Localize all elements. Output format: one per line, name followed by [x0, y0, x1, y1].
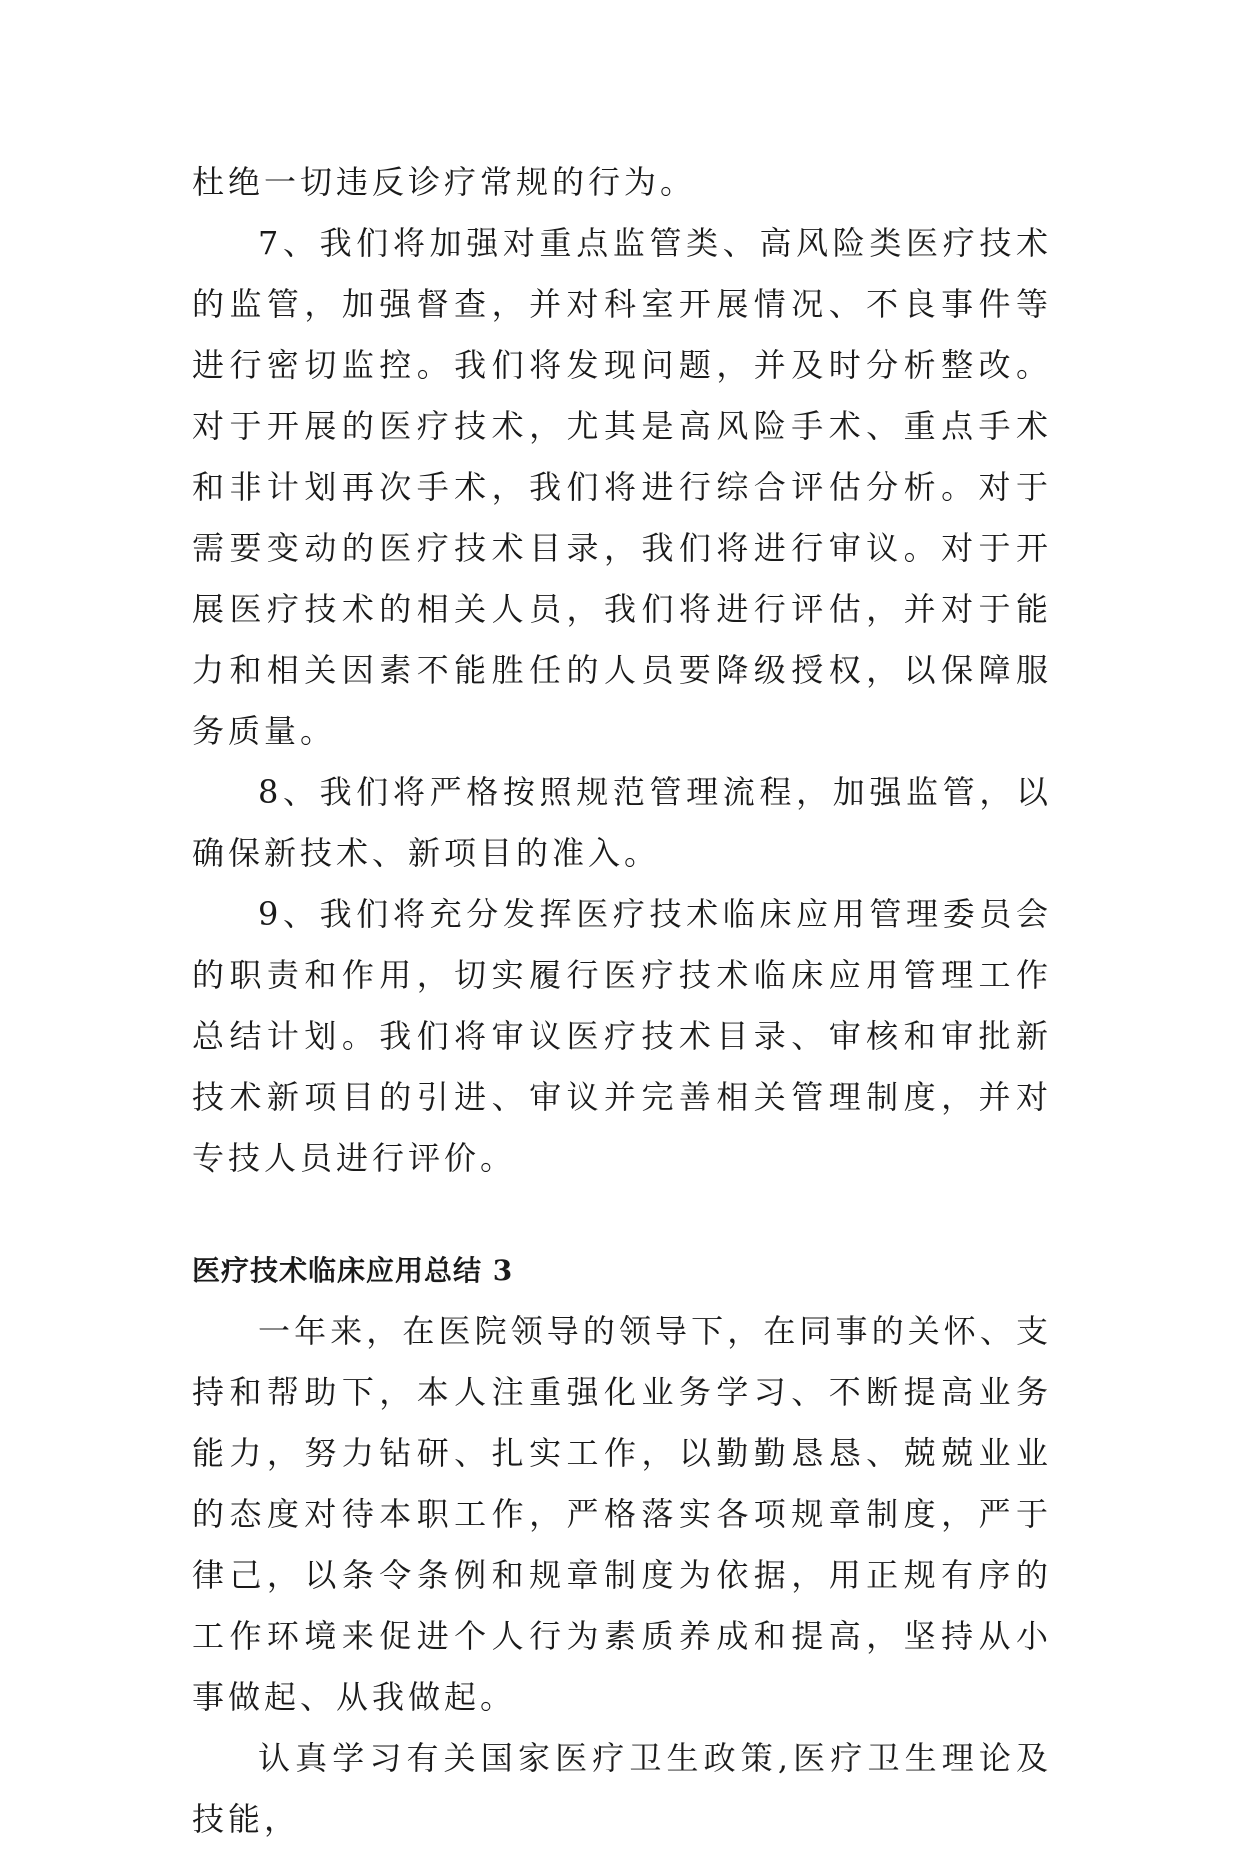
- section-paragraph-1: 一年来，在医院领导的领导下，在同事的关怀、支持和帮助下，本人注重强化业务学习、不断提高业务能力，努力钻研、扎实工作，以勤勤恳恳、兢兢业业的态度对待本职工作，严格落实各项规章制度，严于律己，以条令条例和规章制度为依据，用正规有序的工作环境来促进个人行为素质养成和提高，坚持从小事做起、从我做起。: [192, 1312, 1052, 1716]
- section-title: 医疗技术临床应用总结 3: [192, 1254, 514, 1287]
- document-body: [192, 152, 1052, 1850]
- paragraph-item-8: 8、我们将严格按照规范管理流程，加强监管，以确保新技术、新项目的准入。: [192, 773, 1052, 872]
- paragraph-item-7: 7、我们将加强对重点监管类、高风险类医疗技术的监管，加强督查，并对科室开展情况、不良事件等进行密切监控。我们将发现问题，并及时分析整改。对于开展的医疗技术，尤其是高风险手术、重点手术和非计划再次手术，我们将进行综合评估分析。对于需要变动的医疗技术目录，我们将进行审议。对于开展医疗技术的相关人员，我们将进行评估，并对于能力和相关因素不能胜任的人员要降级授权，以保障服务质量。: [192, 224, 1052, 750]
- paragraph-item-9: 9、我们将充分发挥医疗技术临床应用管理委员会的职责和作用，切实履行医疗技术临床应用管理工作总结计划。我们将审议医疗技术目录、审核和审批新技术新项目的引进、审议并完善相关管理制度，并对专技人员进行评价。: [192, 895, 1052, 1177]
- section-paragraph-2: 认真学习有关国家医疗卫生政策,医疗卫生理论及技能，: [192, 1739, 1052, 1838]
- paragraph-continuation: 杜绝一切违反诊疗常规的行为。: [192, 163, 697, 201]
